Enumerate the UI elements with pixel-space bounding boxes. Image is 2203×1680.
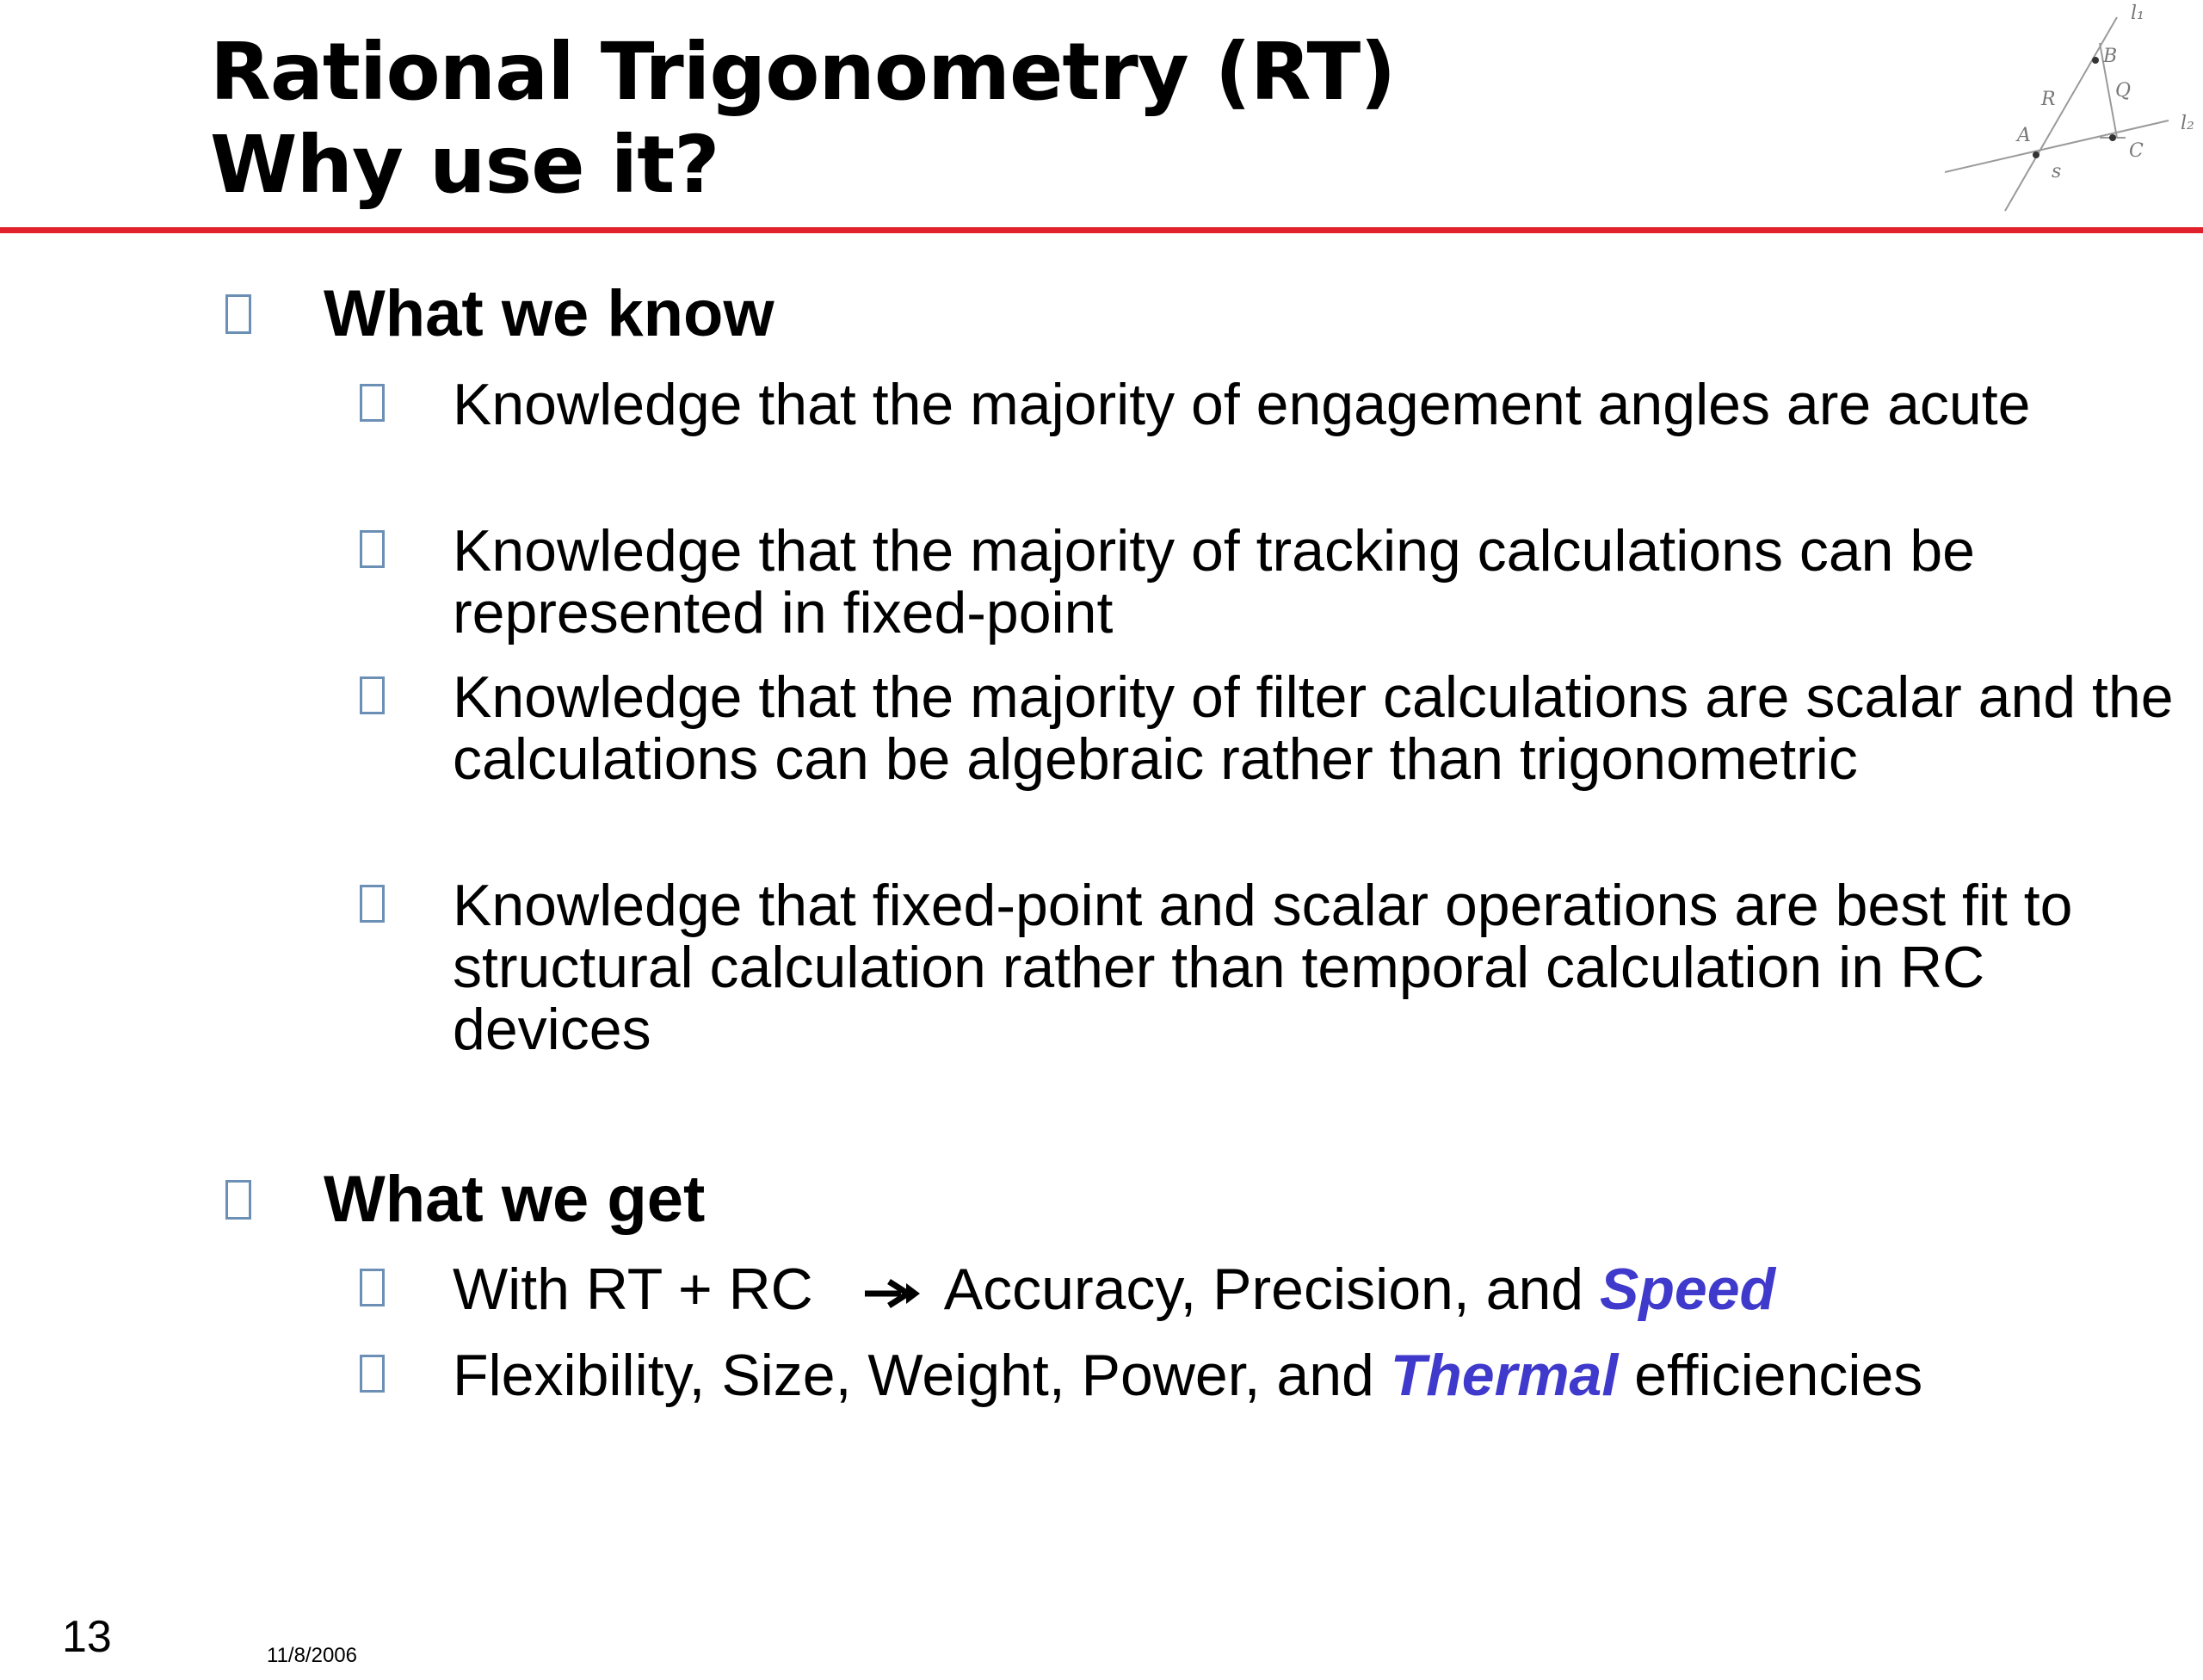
item-prefix: With RT + RC <box>453 1257 813 1322</box>
title-line-1: Rational Trigonometry (RT) <box>210 26 1396 118</box>
item-text: Accuracy, Precision, and <box>943 1257 1600 1322</box>
bullet-box-icon <box>360 530 385 568</box>
item-prefix: Flexibility, Size, Weight, Power, and <box>453 1343 1391 1408</box>
bullet-box-icon <box>360 384 385 422</box>
diagram-label: C <box>2129 140 2144 162</box>
item-suffix: efficiencies <box>1618 1343 1923 1408</box>
diagram-label: Q <box>2115 80 2132 102</box>
title-line-2: Why use it? <box>210 119 719 211</box>
list-item-text <box>453 1258 2175 1320</box>
diagram-label: R <box>2041 89 2056 110</box>
list-item-text: Knowledge that the majority of filter calculations are scalar and the calculations can be algebraic rather than trigonometric <box>453 664 2174 792</box>
section-heading-what-we-get <box>225 1161 2162 1238</box>
list-item <box>360 1258 2175 1320</box>
accent-word: Speed <box>1599 1257 1776 1322</box>
section-heading-what-we-know <box>225 275 2162 353</box>
list-item-text: Knowledge that the majority of tracking calculations can be represented in fixed-point <box>453 518 1975 645</box>
list-item <box>360 1344 2175 1406</box>
section-heading-text: What we get <box>324 1163 706 1236</box>
diagram-label: A <box>2017 125 2031 146</box>
list-item <box>360 374 2175 435</box>
geometry-diagram-icon <box>1945 0 2203 215</box>
list-item-text <box>453 1344 2175 1406</box>
bullet-box-icon <box>360 676 385 714</box>
diagram-label: B <box>2103 46 2118 67</box>
diagram-label: s <box>2052 161 2062 182</box>
section-heading-text: What we know <box>324 277 774 350</box>
bullet-box-icon <box>225 294 251 334</box>
arrow-icon <box>863 1276 922 1311</box>
slide-title <box>210 26 1395 212</box>
list-item <box>360 520 2175 644</box>
list-item <box>360 666 2175 790</box>
list-item <box>360 874 2175 1060</box>
list-item-text: Knowledge that fixed-point and scalar operations are best fit to structural calculation rather than temporal calculation in RC devices <box>453 873 2073 1062</box>
bullet-box-icon <box>360 1355 385 1393</box>
diagram-label: l₂ <box>2181 113 2194 134</box>
footer-date: 11/8/2006 <box>267 1644 357 1667</box>
diagram-label: l₁ <box>2131 3 2144 24</box>
page-number: 13 <box>62 1612 112 1662</box>
list-item-text: Knowledge that the majority of engagement angles are acute <box>453 372 2031 437</box>
bullet-box-icon <box>360 1269 385 1306</box>
accent-word: Thermal <box>1390 1343 1619 1408</box>
title-divider <box>0 227 2203 233</box>
bullet-box-icon <box>360 885 385 923</box>
bullet-box-icon <box>225 1180 251 1220</box>
